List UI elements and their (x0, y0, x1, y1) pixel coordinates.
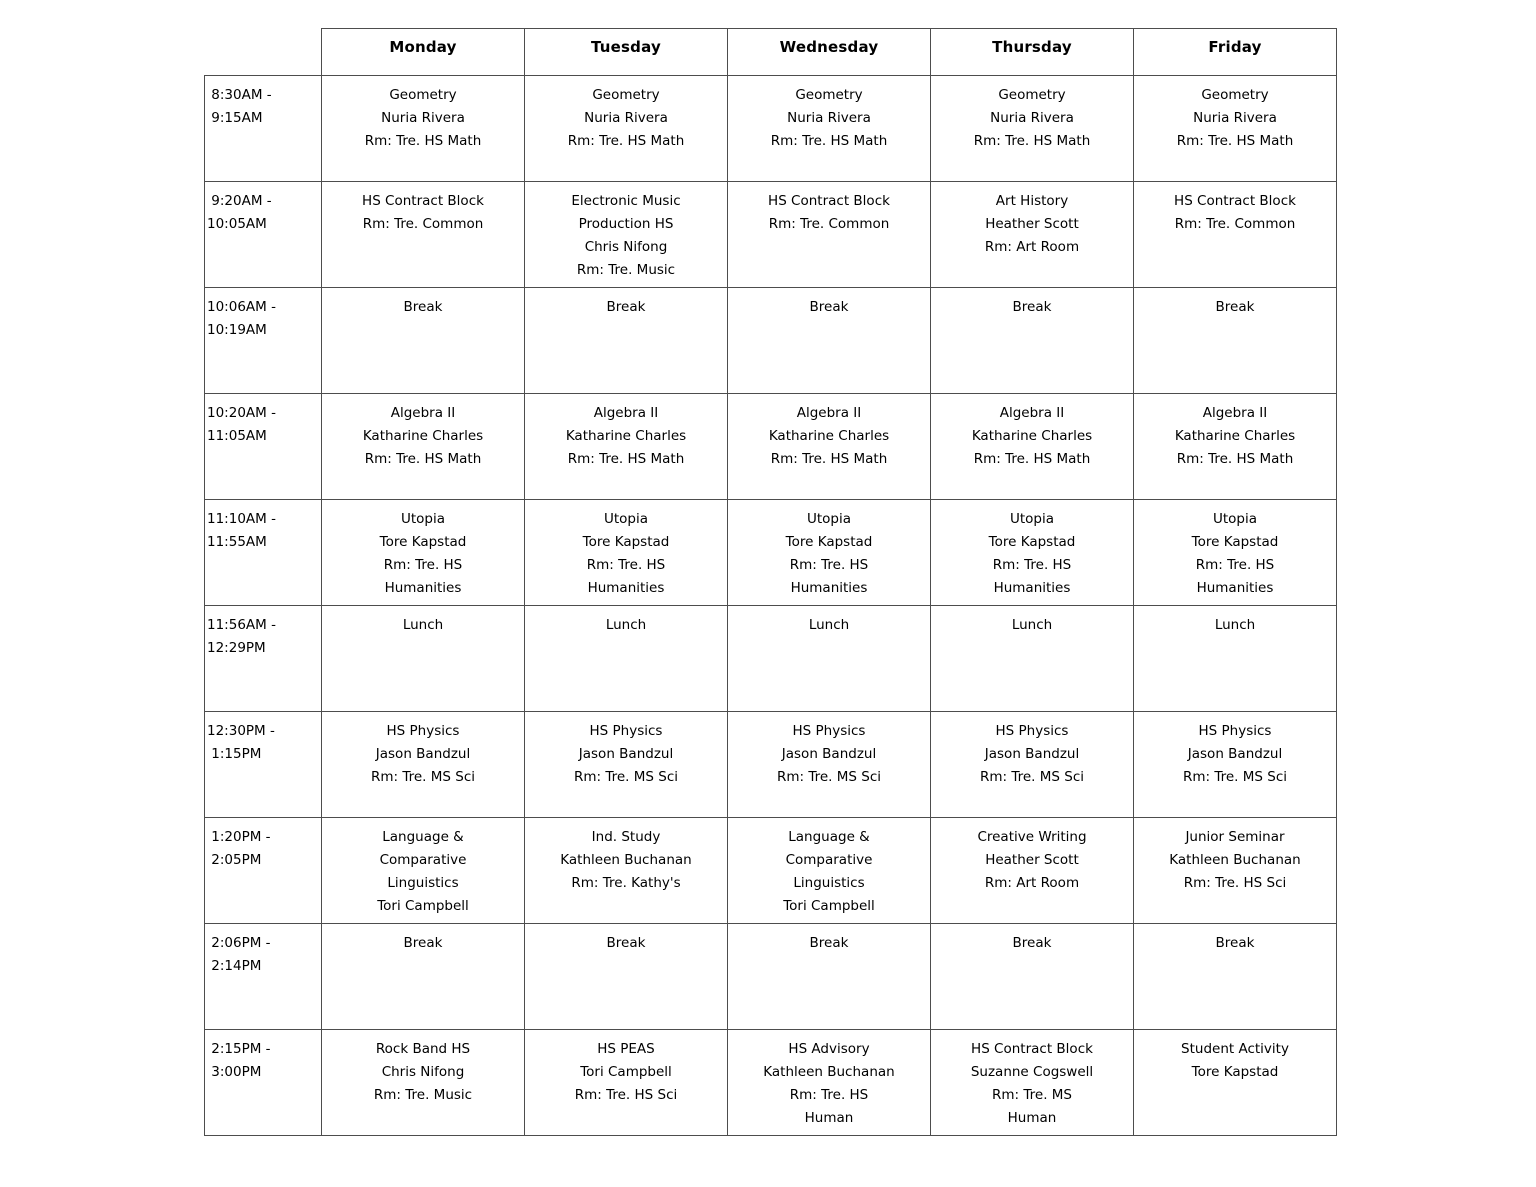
time-line: 10:20AM - (207, 405, 276, 421)
cell-line: Student Activity (1181, 1041, 1289, 1057)
schedule-cell-monday-0 (322, 76, 525, 182)
cell-line: Lunch (402, 617, 444, 633)
cell-line: Katharine Charles (768, 428, 890, 444)
cell-line: Tore Kapstad (582, 534, 670, 550)
schedule-cell-monday-6 (322, 712, 525, 818)
cell-line: Chris Nifong (584, 239, 668, 255)
time-line: 12:29PM (207, 640, 266, 656)
cell-line: Geometry (389, 87, 457, 103)
schedule-cell-wednesday-5 (728, 606, 931, 712)
schedule-cell-wednesday-7 (728, 818, 931, 924)
schedule-cell-thursday-8 (931, 924, 1134, 1030)
cell-line: HS Contract Block (971, 1041, 1093, 1057)
cell-line: Geometry (592, 87, 660, 103)
cell-line: HS Physics (792, 723, 866, 739)
schedule-row-3 (205, 394, 1337, 500)
cell-line: Nuria Rivera (990, 110, 1074, 126)
cell-line: Rm: Art Room (984, 239, 1080, 255)
schedule-cell-thursday-2 (931, 288, 1134, 394)
cell-line: Rm: Tre. Kathy's (571, 875, 681, 891)
schedule-cell-wednesday-6 (728, 712, 931, 818)
cell-line: Production HS (578, 216, 674, 232)
cell-line: Rm: Tre. HS Sci (574, 1087, 678, 1103)
cell-line: Break (1012, 935, 1052, 951)
schedule-cell-friday-7 (1134, 818, 1337, 924)
schedule-cell-friday-1 (1134, 182, 1337, 288)
time-line: 11:05AM (207, 428, 267, 444)
day-header-wednesday: Wednesday (728, 29, 931, 76)
time-line: 11:10AM - (207, 511, 276, 527)
time-line: 2:15PM - (207, 1041, 271, 1057)
cell-line: Tore Kapstad (1191, 534, 1279, 550)
cell-line: Tori Campbell (377, 898, 469, 914)
cell-line: Rm: Tre. MS Sci (979, 769, 1085, 785)
schedule-cell-thursday-0 (931, 76, 1134, 182)
cell-line: Electronic Music (571, 193, 681, 209)
time-line: 3:00PM (207, 1064, 262, 1080)
time-slot-3 (205, 394, 322, 500)
cell-line: Rm: Tre. HS (789, 557, 869, 573)
cell-line: Rock Band HS (375, 1041, 471, 1057)
time-line: 2:05PM (207, 852, 262, 868)
cell-line: Rm: Tre. Music (373, 1087, 473, 1103)
time-line: 12:30PM - (207, 723, 275, 739)
schedule-row-2 (205, 288, 1337, 394)
time-line: 8:30AM - (207, 87, 272, 103)
cell-line: Rm: Tre. HS (992, 557, 1072, 573)
schedule-cell-tuesday-7 (525, 818, 728, 924)
cell-line: Rm: Tre. MS Sci (370, 769, 476, 785)
cell-line: Break (1215, 299, 1255, 315)
schedule-cell-friday-8 (1134, 924, 1337, 1030)
cell-line: HS Contract Block (362, 193, 484, 209)
cell-line: Rm: Tre. HS (383, 557, 463, 573)
time-slot-8 (205, 924, 322, 1030)
cell-line: Break (403, 299, 443, 315)
cell-line: Rm: Tre. MS Sci (1182, 769, 1288, 785)
schedule-cell-monday-7 (322, 818, 525, 924)
schedule-cell-thursday-5 (931, 606, 1134, 712)
schedule-row-7 (205, 818, 1337, 924)
cell-line: Rm: Tre. HS (586, 557, 666, 573)
cell-line: HS Contract Block (768, 193, 890, 209)
cell-line: Geometry (795, 87, 863, 103)
time-line: 1:15PM (207, 746, 262, 762)
cell-line: Humanities (1196, 580, 1274, 596)
cell-line: Rm: Tre. HS Math (1176, 451, 1294, 467)
cell-line: Human (804, 1110, 854, 1126)
weekly-schedule (204, 28, 1337, 1136)
schedule-cell-monday-1 (322, 182, 525, 288)
cell-line: HS Physics (386, 723, 460, 739)
schedule-cell-thursday-6 (931, 712, 1134, 818)
cell-line: Lunch (605, 617, 647, 633)
cell-line: Rm: Tre. HS Math (567, 451, 685, 467)
cell-line: Algebra II (1202, 405, 1268, 421)
cell-line: Break (809, 935, 849, 951)
schedule-cell-wednesday-2 (728, 288, 931, 394)
cell-line: Heather Scott (985, 852, 1079, 868)
cell-line: Break (809, 299, 849, 315)
cell-line: Rm: Tre. Music (576, 262, 676, 278)
cell-line: Algebra II (796, 405, 862, 421)
cell-line: Linguistics (387, 875, 459, 891)
schedule-cell-thursday-3 (931, 394, 1134, 500)
cell-line: Human (1007, 1110, 1057, 1126)
cell-line: Break (1215, 935, 1255, 951)
cell-line: Rm: Tre. HS Math (567, 133, 685, 149)
schedule-cell-thursday-4 (931, 500, 1134, 606)
schedule-body (205, 76, 1337, 1136)
cell-line: Rm: Tre. HS Math (973, 451, 1091, 467)
cell-line: Nuria Rivera (1193, 110, 1277, 126)
schedule-cell-friday-5 (1134, 606, 1337, 712)
cell-line: Comparative (379, 852, 467, 868)
time-slot-7 (205, 818, 322, 924)
schedule-cell-friday-0 (1134, 76, 1337, 182)
schedule-row-4 (205, 500, 1337, 606)
cell-line: Utopia (1212, 511, 1258, 527)
schedule-cell-monday-2 (322, 288, 525, 394)
time-line: 10:05AM (207, 216, 267, 232)
cell-line: Tore Kapstad (1191, 1064, 1279, 1080)
schedule-cell-monday-9 (322, 1030, 525, 1136)
schedule-cell-wednesday-1 (728, 182, 931, 288)
day-header-monday: Monday (322, 29, 525, 76)
time-slot-0 (205, 76, 322, 182)
cell-line: Break (606, 935, 646, 951)
cell-line: Rm: Tre. HS Math (364, 133, 482, 149)
cell-line: HS Advisory (788, 1041, 870, 1057)
schedule-cell-friday-9 (1134, 1030, 1337, 1136)
cell-line: Linguistics (793, 875, 865, 891)
cell-line: Humanities (384, 580, 462, 596)
cell-line: Jason Bandzul (578, 746, 674, 762)
schedule-cell-wednesday-3 (728, 394, 931, 500)
schedule-cell-wednesday-4 (728, 500, 931, 606)
cell-line: Heather Scott (985, 216, 1079, 232)
schedule-cell-thursday-1 (931, 182, 1134, 288)
time-slot-4 (205, 500, 322, 606)
schedule-cell-tuesday-2 (525, 288, 728, 394)
cell-line: Kathleen Buchanan (560, 852, 692, 868)
time-slot-5 (205, 606, 322, 712)
schedule-cell-monday-3 (322, 394, 525, 500)
schedule-cell-tuesday-3 (525, 394, 728, 500)
cell-line: Language & (382, 829, 464, 845)
schedule-cell-tuesday-0 (525, 76, 728, 182)
cell-line: Rm: Tre. HS Math (770, 451, 888, 467)
cell-line: Utopia (603, 511, 649, 527)
cell-line: Algebra II (999, 405, 1065, 421)
cell-line: Katharine Charles (1174, 428, 1296, 444)
cell-line: Rm: Tre. HS (1195, 557, 1275, 573)
schedule-row-5 (205, 606, 1337, 712)
cell-line: HS Physics (995, 723, 1069, 739)
cell-line: Jason Bandzul (375, 746, 471, 762)
cell-line: HS Contract Block (1174, 193, 1296, 209)
cell-line: Junior Seminar (1185, 829, 1285, 845)
cell-line: HS PEAS (597, 1041, 655, 1057)
cell-line: Tori Campbell (580, 1064, 672, 1080)
cell-line: Katharine Charles (362, 428, 484, 444)
schedule-row-1 (205, 182, 1337, 288)
cell-line: Tori Campbell (783, 898, 875, 914)
cell-line: Tore Kapstad (379, 534, 467, 550)
cell-line: Tore Kapstad (785, 534, 873, 550)
cell-line: Break (606, 299, 646, 315)
schedule-cell-thursday-9 (931, 1030, 1134, 1136)
time-slot-6 (205, 712, 322, 818)
cell-line: Nuria Rivera (787, 110, 871, 126)
cell-line: Kathleen Buchanan (763, 1064, 895, 1080)
schedule-cell-wednesday-0 (728, 76, 931, 182)
cell-line: Break (403, 935, 443, 951)
time-line: 1:20PM - (207, 829, 271, 845)
cell-line: Chris Nifong (381, 1064, 465, 1080)
day-header-tuesday: Tuesday (525, 29, 728, 76)
cell-line: Rm: Tre. HS Math (1176, 133, 1294, 149)
time-line: 10:19AM (207, 322, 267, 338)
cell-line: Rm: Art Room (984, 875, 1080, 891)
time-line: 10:06AM - (207, 299, 276, 315)
cell-line: Rm: Tre. Common (768, 216, 890, 232)
cell-line: Jason Bandzul (984, 746, 1080, 762)
schedule-cell-monday-4 (322, 500, 525, 606)
schedule-cell-tuesday-8 (525, 924, 728, 1030)
cell-line: Algebra II (593, 405, 659, 421)
cell-line: Humanities (993, 580, 1071, 596)
time-slot-1 (205, 182, 322, 288)
cell-line: Geometry (1201, 87, 1269, 103)
cell-line: Katharine Charles (971, 428, 1093, 444)
time-line: 9:20AM - (207, 193, 272, 209)
cell-line: Rm: Tre. HS Math (364, 451, 482, 467)
schedule-cell-tuesday-9 (525, 1030, 728, 1136)
schedule-cell-thursday-7 (931, 818, 1134, 924)
cell-line: Rm: Tre. HS Math (770, 133, 888, 149)
time-line: 11:56AM - (207, 617, 276, 633)
schedule-cell-wednesday-9 (728, 1030, 931, 1136)
cell-line: Suzanne Cogswell (970, 1064, 1094, 1080)
cell-line: Rm: Tre. MS Sci (776, 769, 882, 785)
schedule-cell-tuesday-4 (525, 500, 728, 606)
cell-line: Jason Bandzul (781, 746, 877, 762)
cell-line: Rm: Tre. Common (1174, 216, 1296, 232)
cell-line: Utopia (400, 511, 446, 527)
day-header-friday: Friday (1134, 29, 1337, 76)
day-header-thursday: Thursday (931, 29, 1134, 76)
cell-line: Tore Kapstad (988, 534, 1076, 550)
cell-line: Utopia (806, 511, 852, 527)
cell-line: Break (1012, 299, 1052, 315)
time-line: 2:14PM (207, 958, 262, 974)
cell-line: Geometry (998, 87, 1066, 103)
cell-line: Rm: Tre. MS (992, 1087, 1072, 1103)
header-row (205, 29, 1337, 76)
cell-line: Lunch (808, 617, 850, 633)
schedule-row-6 (205, 712, 1337, 818)
cell-line: Algebra II (390, 405, 456, 421)
cell-line: Rm: Tre. HS Math (973, 133, 1091, 149)
schedule-row-0 (205, 76, 1337, 182)
schedule-table (204, 28, 1337, 1136)
cell-line: Comparative (785, 852, 873, 868)
schedule-cell-friday-6 (1134, 712, 1337, 818)
schedule-cell-monday-8 (322, 924, 525, 1030)
time-slot-9 (205, 1030, 322, 1136)
schedule-cell-tuesday-5 (525, 606, 728, 712)
cell-line: Katharine Charles (565, 428, 687, 444)
cell-line: Language & (788, 829, 870, 845)
cell-line: Creative Writing (977, 829, 1087, 845)
schedule-cell-tuesday-6 (525, 712, 728, 818)
cell-line: Ind. Study (591, 829, 661, 845)
time-line: 11:55AM (207, 534, 267, 550)
schedule-cell-friday-4 (1134, 500, 1337, 606)
cell-line: Nuria Rivera (381, 110, 465, 126)
schedule-cell-friday-2 (1134, 288, 1337, 394)
schedule-row-8 (205, 924, 1337, 1030)
time-line: 2:06PM - (207, 935, 271, 951)
cell-line: Nuria Rivera (584, 110, 668, 126)
schedule-cell-tuesday-1 (525, 182, 728, 288)
cell-line: HS Physics (589, 723, 663, 739)
cell-line: Lunch (1011, 617, 1053, 633)
corner-cell (205, 29, 322, 76)
cell-line: Rm: Tre. Common (362, 216, 484, 232)
cell-line: HS Physics (1198, 723, 1272, 739)
cell-line: Kathleen Buchanan (1169, 852, 1301, 868)
schedule-row-9 (205, 1030, 1337, 1136)
cell-line: Rm: Tre. MS Sci (573, 769, 679, 785)
cell-line: Art History (995, 193, 1069, 209)
cell-line: Humanities (790, 580, 868, 596)
cell-line: Rm: Tre. HS (789, 1087, 869, 1103)
schedule-cell-friday-3 (1134, 394, 1337, 500)
time-line: 9:15AM (207, 110, 263, 126)
time-slot-2 (205, 288, 322, 394)
cell-line: Jason Bandzul (1187, 746, 1283, 762)
cell-line: Lunch (1214, 617, 1256, 633)
cell-line: Humanities (587, 580, 665, 596)
cell-line: Utopia (1009, 511, 1055, 527)
schedule-cell-monday-5 (322, 606, 525, 712)
schedule-cell-wednesday-8 (728, 924, 931, 1030)
cell-line: Rm: Tre. HS Sci (1183, 875, 1287, 891)
